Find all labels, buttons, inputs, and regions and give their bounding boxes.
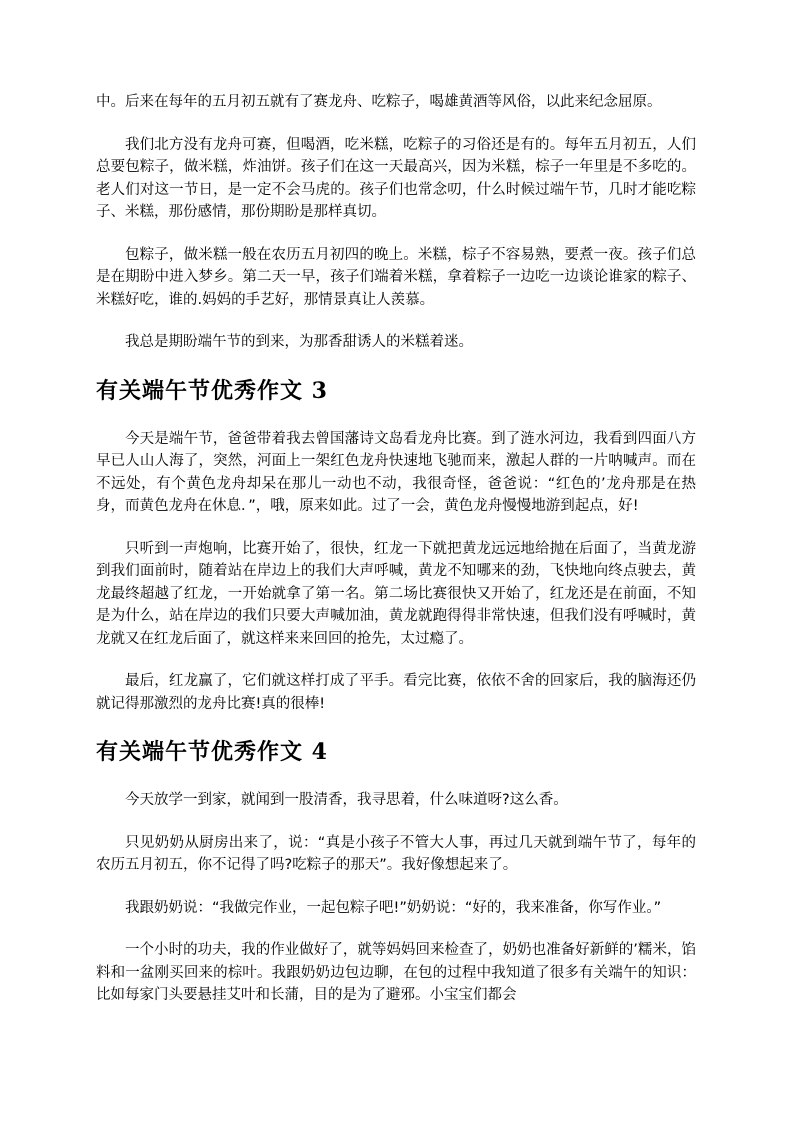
section-heading: 有关端午节优秀作文 4 <box>96 739 328 765</box>
paragraph: 我总是期盼端午节的到来，为那香甜诱人的米糕着迷。 <box>125 334 473 350</box>
paragraph: 今天是端午节，爸爸带着我去曾国藩诗文岛看龙舟比赛。到了涟水河边，我看到四面八方早已人山人海了，突然，河面上一架红色龙舟快速地飞驰而来，激起人群的一片呐喊声。而在不远处，有个黄色龙舟却呆在那儿一动也不动，我很奇怪，爸爸说：“红色的’龙舟那是在热身，而黄色龙舟在休息．”，哦，原来如此。过了一会，黄色龙舟慢慢地游到起点，好! <box>96 430 696 514</box>
paragraph: 今天放学一到家，就闻到一股清香，我寻思着，什么味道呀?这么香。 <box>125 792 568 808</box>
paragraph: 我们北方没有龙舟可赛，但喝酒，吃米糕，吃粽子的习俗还是有的。每年五月初五，人们总要包粽子，做米糕，炸油饼。孩子们在这一天最高兴，因为米糕，棕子一年里是不多吃的。老人们对这一节日，是一定不会马虎的。孩子们也常念叨，什么时候过端午节，几时才能吃粽子、米糕，那份感情，那份期盼是那样真切。 <box>96 136 696 220</box>
paragraph: 我跟奶奶说：“我做完作业，一起包粽子吧!”奶奶说：“好的，我来准备，你写作业。” <box>125 899 662 916</box>
paragraph: 一个小时的功夫，我的作业做好了，就等妈妈回来检查了，奶奶也准备好新鲜的’糯米，馅料和一盆刚买回来的棕叶。我跟奶奶边包边聊，在包的过程中我知道了很多有关端午的知识：比如每家门头要悬挂艾叶和长蒲，目的是为了避邪。小宝宝们都会 <box>96 942 696 1003</box>
paragraph: 只见奶奶从厨房出来了，说：“真是小孩子不管大人事，再过几天就到端午节了，每年的农历五月初五，你不记得了吗?吃粽子的那天”。我好像想起来了。 <box>96 834 696 873</box>
section-heading: 有关端午节优秀作文 3 <box>96 377 328 404</box>
document-page <box>96 91 696 1027</box>
paragraph: 中。后来在每年的五月初五就有了赛龙舟、吃粽子，喝雄黄酒等风俗，以此来纪念屈原。 <box>96 94 662 110</box>
paragraph: 最后，红龙赢了，它们就这样打成了平手。看完比赛，依依不舍的回家后，我的脑海还仍就记得那激烈的龙舟比赛!真的很棒! <box>96 673 696 712</box>
paragraph: 只听到一声炮响，比赛开始了，很快，红龙一下就把黄龙远远地给抛在后面了，当黄龙游到我们面前时，随着站在岸边上的我们大声呼喊，黄龙不知哪来的劲，飞快地向终点驶去，黄龙最终超越了红龙，一开始就拿了第一名。第二场比赛很快又开始了，红龙还是在前面，不知是为什么，站在岸边的我们只要大声喊加油，黄龙就跑得得非常快速，但我们没有呼喊时，黄龙就又在红龙后面了，就这样来来回回的抢先，太过瘾了。 <box>96 540 696 647</box>
paragraph: 包粽子，做米糕一般在农历五月初四的晚上。米糕，棕子不容易熟，要煮一夜。孩子们总是在期盼中进入梦乡。第二天一早，孩子们端着米糕，拿着粽子一边吃一边谈论谁家的粽子、米糕好吃，谁的.妈妈的手艺好，那情景真让人羡慕。 <box>96 246 696 308</box>
